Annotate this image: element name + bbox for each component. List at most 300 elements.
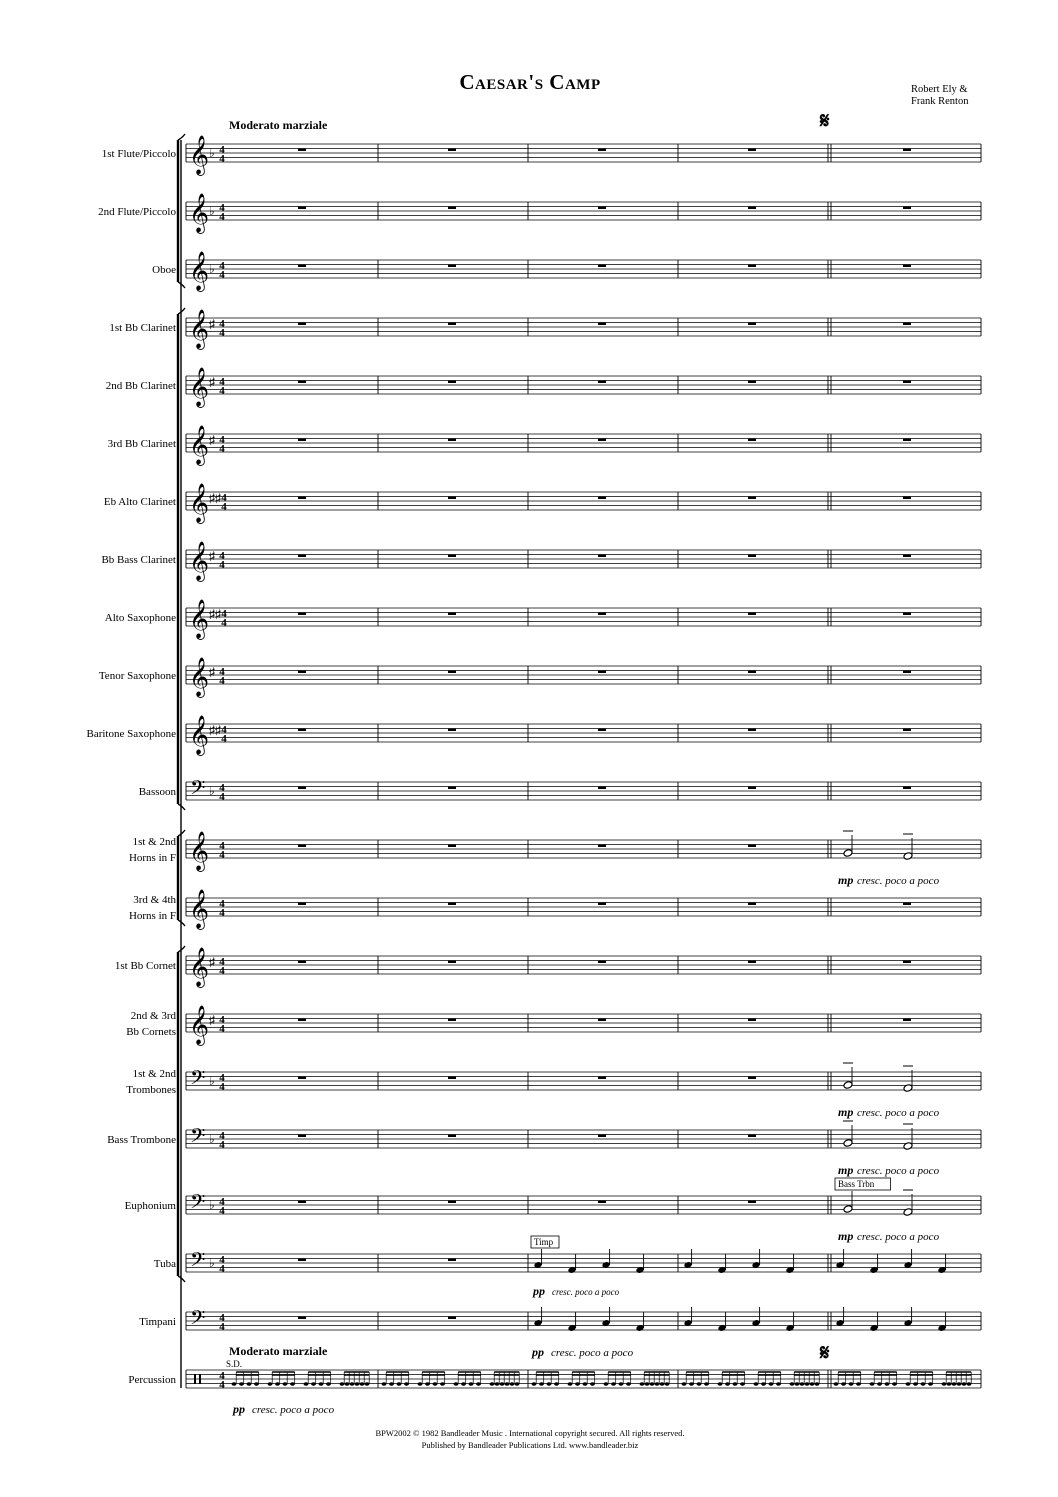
snare-note xyxy=(275,1382,280,1386)
whole-rest xyxy=(748,1201,756,1204)
whole-rest xyxy=(298,381,306,384)
whole-rest xyxy=(298,1259,306,1262)
snare-note xyxy=(805,1382,810,1386)
whole-rest xyxy=(298,439,306,442)
snare-note xyxy=(239,1382,244,1386)
snare-note xyxy=(800,1382,805,1386)
snare-note xyxy=(754,1382,759,1386)
instrument-name: Bb Cornets xyxy=(126,1026,176,1038)
half-note xyxy=(843,1205,853,1214)
time-signature-top: 4 xyxy=(219,434,225,446)
instrument-name: 1st Bb Clarinet xyxy=(109,322,176,334)
whole-rest xyxy=(298,613,306,616)
whole-rest xyxy=(298,1317,306,1320)
snare-note xyxy=(425,1382,430,1386)
time-signature-bottom: 4 xyxy=(219,1263,225,1275)
snare-note xyxy=(740,1382,745,1386)
snare-note xyxy=(645,1382,650,1386)
whole-rest xyxy=(298,903,306,906)
time-signature-bottom: 4 xyxy=(219,965,225,977)
snare-note xyxy=(611,1382,616,1386)
snare-note xyxy=(810,1382,815,1386)
time-signature-top: 4 xyxy=(219,1312,225,1324)
whole-rest xyxy=(903,381,911,384)
dynamic-marking: pp xyxy=(233,1402,245,1416)
time-signature-bottom: 4 xyxy=(221,617,227,629)
snare-note xyxy=(440,1382,445,1386)
tempo-marking-top: Moderato marziale xyxy=(229,118,328,132)
snare-note xyxy=(655,1382,660,1386)
whole-rest xyxy=(298,1135,306,1138)
whole-rest xyxy=(298,729,306,732)
key-signature: ♯ xyxy=(209,317,215,331)
whole-rest xyxy=(903,671,911,674)
snare-note xyxy=(355,1382,360,1386)
whole-rest xyxy=(598,845,606,848)
time-signature-top: 4 xyxy=(219,318,225,330)
snare-note xyxy=(404,1382,409,1386)
time-signature-bottom: 4 xyxy=(219,153,225,165)
snare-note xyxy=(575,1382,580,1386)
snare-note xyxy=(660,1382,665,1386)
snare-note xyxy=(870,1382,875,1386)
whole-rest xyxy=(748,845,756,848)
time-signature-top: 4 xyxy=(219,898,225,910)
treble-clef-icon: 𝄞 xyxy=(189,485,210,522)
snare-note xyxy=(921,1382,926,1386)
instrument-name: 2nd & 3rd xyxy=(130,1010,176,1022)
whole-rest xyxy=(903,787,911,790)
time-signature-bottom: 4 xyxy=(219,1023,225,1035)
whole-rest xyxy=(748,265,756,268)
treble-clef-icon: 𝄞 xyxy=(189,1007,210,1044)
snare-note xyxy=(365,1382,370,1386)
snare-note xyxy=(433,1382,438,1386)
instrument-name: 1st & 2nd xyxy=(132,1068,176,1080)
whole-rest xyxy=(903,497,911,500)
treble-clef-icon: 𝄞 xyxy=(189,543,210,580)
whole-rest xyxy=(748,1019,756,1022)
whole-rest xyxy=(448,845,456,848)
instrument-name: Horns in F xyxy=(128,910,176,922)
snare-note xyxy=(350,1382,355,1386)
bass-clef-icon: 𝄢 xyxy=(190,1068,206,1094)
treble-clef-icon: 𝄞 xyxy=(189,601,210,638)
whole-rest xyxy=(598,961,606,964)
segno-top: 𝄋 xyxy=(820,108,830,133)
time-signature-top: 4 xyxy=(219,1254,225,1266)
whole-rest xyxy=(903,323,911,326)
time-signature-bottom: 4 xyxy=(219,675,225,687)
whole-rest xyxy=(748,671,756,674)
bracket-hook xyxy=(178,134,185,140)
dynamic-marking: pp xyxy=(533,1284,545,1298)
time-signature-top: 4 xyxy=(219,260,225,272)
key-signature: ♭ xyxy=(209,1132,215,1146)
snare-note xyxy=(283,1382,288,1386)
snare-note xyxy=(665,1382,670,1386)
time-signature-bottom: 4 xyxy=(219,907,225,919)
whole-rest xyxy=(448,439,456,442)
whole-rest xyxy=(298,1201,306,1204)
cue-label: Timp xyxy=(534,1237,554,1247)
half-note xyxy=(903,852,913,861)
whole-rest xyxy=(748,961,756,964)
expression-text: cresc. poco a poco xyxy=(552,1287,620,1297)
time-signature-bottom: 4 xyxy=(221,733,227,745)
snare-note xyxy=(650,1382,655,1386)
whole-rest xyxy=(448,207,456,210)
snare-note xyxy=(539,1382,544,1386)
whole-rest xyxy=(748,555,756,558)
snare-note xyxy=(815,1382,820,1386)
whole-rest xyxy=(448,961,456,964)
time-signature-top: 4 xyxy=(221,608,227,620)
whole-rest xyxy=(903,207,911,210)
whole-rest xyxy=(298,497,306,500)
snare-note xyxy=(382,1382,387,1386)
whole-rest xyxy=(448,671,456,674)
whole-rest xyxy=(748,381,756,384)
whole-rest xyxy=(598,787,606,790)
whole-rest xyxy=(298,1077,306,1080)
snare-note xyxy=(704,1382,709,1386)
whole-rest xyxy=(748,323,756,326)
treble-clef-icon: 𝄞 xyxy=(189,833,210,870)
time-signature-top: 4 xyxy=(221,724,227,736)
whole-rest xyxy=(903,439,911,442)
whole-rest xyxy=(448,903,456,906)
treble-clef-icon: 𝄞 xyxy=(189,949,210,986)
snare-note xyxy=(232,1382,237,1386)
snare-note xyxy=(247,1382,252,1386)
treble-clef-icon: 𝄞 xyxy=(189,891,210,928)
bass-clef-icon: 𝄢 xyxy=(190,1250,206,1276)
instrument-name: Trombones xyxy=(126,1084,176,1096)
whole-rest xyxy=(598,671,606,674)
time-signature-top: 4 xyxy=(219,956,225,968)
snare-note xyxy=(841,1382,846,1386)
whole-rest xyxy=(748,613,756,616)
percussion-instrument-label: S.D. xyxy=(226,1359,243,1369)
time-signature-top: 4 xyxy=(221,492,227,504)
snare-note xyxy=(345,1382,350,1386)
instrument-name: 1st & 2nd xyxy=(132,836,176,848)
snare-note xyxy=(725,1382,730,1386)
whole-rest xyxy=(598,1077,606,1080)
time-signature-top: 4 xyxy=(219,376,225,388)
whole-rest xyxy=(448,149,456,152)
dynamic-marking: pp xyxy=(532,1345,544,1359)
whole-rest xyxy=(448,1135,456,1138)
snare-note xyxy=(495,1382,500,1386)
expression-text: cresc. poco a poco xyxy=(551,1347,634,1359)
time-signature-top: 4 xyxy=(219,1370,225,1382)
half-note xyxy=(843,1139,853,1148)
snare-note xyxy=(418,1382,423,1386)
snare-note xyxy=(640,1382,645,1386)
whole-rest xyxy=(748,149,756,152)
whole-rest xyxy=(598,729,606,732)
key-signature: ♭ xyxy=(209,204,215,218)
time-signature-bottom: 4 xyxy=(219,443,225,455)
snare-note xyxy=(952,1382,957,1386)
whole-rest xyxy=(298,149,306,152)
footer-publisher: Published by Bandleader Publications Ltd. www.bandleader.biz xyxy=(421,1440,639,1450)
whole-rest xyxy=(448,1201,456,1204)
time-signature-bottom: 4 xyxy=(219,211,225,223)
key-signature: ♭ xyxy=(209,784,215,798)
snare-note xyxy=(490,1382,495,1386)
snare-note xyxy=(769,1382,774,1386)
snare-note xyxy=(340,1382,345,1386)
treble-clef-icon: 𝄞 xyxy=(189,659,210,696)
snare-note xyxy=(590,1382,595,1386)
snare-note xyxy=(892,1382,897,1386)
treble-clef-icon: 𝄞 xyxy=(189,253,210,290)
instrument-name: Bass Trombone xyxy=(107,1134,176,1146)
time-signature-bottom: 4 xyxy=(219,559,225,571)
time-signature-top: 4 xyxy=(219,1130,225,1142)
whole-rest xyxy=(903,613,911,616)
key-signature: ♯ xyxy=(209,375,215,389)
whole-rest xyxy=(298,265,306,268)
snare-note xyxy=(469,1382,474,1386)
snare-note xyxy=(849,1382,854,1386)
whole-rest xyxy=(448,1259,456,1262)
instrument-name: Percussion xyxy=(128,1374,176,1386)
key-signature: ♯ xyxy=(209,665,215,679)
whole-rest xyxy=(298,207,306,210)
whole-rest xyxy=(298,961,306,964)
whole-rest xyxy=(598,1201,606,1204)
snare-note xyxy=(476,1382,481,1386)
treble-clef-icon: 𝄞 xyxy=(189,195,210,232)
key-signature: ♭ xyxy=(209,1256,215,1270)
snare-note xyxy=(962,1382,967,1386)
time-signature-bottom: 4 xyxy=(219,327,225,339)
time-signature-top: 4 xyxy=(219,1072,225,1084)
snare-note xyxy=(254,1382,259,1386)
snare-note xyxy=(326,1382,331,1386)
whole-rest xyxy=(298,323,306,326)
whole-rest xyxy=(298,787,306,790)
key-signature: ♯ xyxy=(209,955,215,969)
whole-rest xyxy=(748,1135,756,1138)
whole-rest xyxy=(903,1019,911,1022)
half-note xyxy=(903,1084,913,1093)
snare-note xyxy=(942,1382,947,1386)
key-signature: ♯♯ xyxy=(209,607,221,621)
snare-note xyxy=(319,1382,324,1386)
percussion-clef-icon xyxy=(199,1374,201,1384)
snare-note xyxy=(389,1382,394,1386)
whole-rest xyxy=(598,613,606,616)
instrument-name: Euphonium xyxy=(124,1200,176,1212)
time-signature-bottom: 4 xyxy=(219,1321,225,1333)
snare-note xyxy=(568,1382,573,1386)
whole-rest xyxy=(903,149,911,152)
snare-note xyxy=(619,1382,624,1386)
time-signature-top: 4 xyxy=(219,550,225,562)
snare-note xyxy=(510,1382,515,1386)
snare-note xyxy=(877,1382,882,1386)
whole-rest xyxy=(598,497,606,500)
half-note xyxy=(843,849,853,858)
key-signature: ♯♯ xyxy=(209,723,221,737)
snare-note xyxy=(515,1382,520,1386)
whole-rest xyxy=(448,729,456,732)
instrument-name: Bb Bass Clarinet xyxy=(101,554,176,566)
snare-note xyxy=(682,1382,687,1386)
time-signature-top: 4 xyxy=(219,1014,225,1026)
time-signature-bottom: 4 xyxy=(219,791,225,803)
snare-note xyxy=(928,1382,933,1386)
snare-note xyxy=(913,1382,918,1386)
treble-clef-icon: 𝄞 xyxy=(189,717,210,754)
snare-note xyxy=(697,1382,702,1386)
whole-rest xyxy=(598,555,606,558)
whole-rest xyxy=(448,323,456,326)
instrument-name: 1st Flute/Piccolo xyxy=(101,148,176,160)
time-signature-top: 4 xyxy=(219,202,225,214)
time-signature-bottom: 4 xyxy=(221,501,227,513)
snare-note xyxy=(761,1382,766,1386)
dynamic-marking: mp xyxy=(838,873,854,887)
time-signature-top: 4 xyxy=(219,144,225,156)
percussion-clef-icon xyxy=(194,1374,196,1384)
tempo-marking-percussion: Moderato marziale xyxy=(229,1344,328,1358)
whole-rest xyxy=(748,787,756,790)
snare-note xyxy=(856,1382,861,1386)
whole-rest xyxy=(598,1135,606,1138)
whole-rest xyxy=(903,265,911,268)
snare-note xyxy=(304,1382,309,1386)
whole-rest xyxy=(448,787,456,790)
time-signature-top: 4 xyxy=(219,782,225,794)
instrument-name: 3rd Bb Clarinet xyxy=(107,438,176,450)
expression-text: cresc. poco a poco xyxy=(857,1107,940,1119)
time-signature-bottom: 4 xyxy=(219,1379,225,1391)
snare-note xyxy=(360,1382,365,1386)
snare-note xyxy=(947,1382,952,1386)
expression-text: cresc. poco a poco xyxy=(857,1231,940,1243)
key-signature: ♭ xyxy=(209,1074,215,1088)
whole-rest xyxy=(298,555,306,558)
time-signature-bottom: 4 xyxy=(219,849,225,861)
whole-rest xyxy=(448,613,456,616)
snare-note xyxy=(604,1382,609,1386)
expression-text: cresc. poco a poco xyxy=(252,1404,335,1416)
half-note xyxy=(903,1208,913,1217)
time-signature-top: 4 xyxy=(219,666,225,678)
key-signature: ♭ xyxy=(209,1198,215,1212)
instrument-name: Eb Alto Clarinet xyxy=(103,496,176,508)
expression-text: cresc. poco a poco xyxy=(857,1165,940,1177)
whole-rest xyxy=(448,1077,456,1080)
dynamic-marking: mp xyxy=(838,1105,854,1119)
snare-note xyxy=(790,1382,795,1386)
snare-note xyxy=(461,1382,466,1386)
dynamic-marking: mp xyxy=(838,1163,854,1177)
snare-note xyxy=(776,1382,781,1386)
snare-note xyxy=(500,1382,505,1386)
time-signature-bottom: 4 xyxy=(219,385,225,397)
whole-rest xyxy=(903,729,911,732)
instrument-name: Horns in F xyxy=(128,852,176,864)
treble-clef-icon: 𝄞 xyxy=(189,369,210,406)
dynamic-marking: mp xyxy=(838,1229,854,1243)
whole-rest xyxy=(448,555,456,558)
snare-note xyxy=(957,1382,962,1386)
instrument-name: Tenor Saxophone xyxy=(98,670,176,682)
snare-note xyxy=(885,1382,890,1386)
instrument-name: Tuba xyxy=(153,1258,176,1270)
whole-rest xyxy=(598,323,606,326)
composer-line-2: Frank Renton xyxy=(911,96,969,107)
instrument-name: 2nd Bb Clarinet xyxy=(105,380,176,392)
snare-note xyxy=(583,1382,588,1386)
whole-rest xyxy=(598,265,606,268)
treble-clef-icon: 𝄞 xyxy=(189,137,210,174)
whole-rest xyxy=(748,207,756,210)
key-signature: ♯ xyxy=(209,1013,215,1027)
snare-note xyxy=(967,1382,972,1386)
whole-rest xyxy=(903,961,911,964)
instrument-name: 2nd Flute/Piccolo xyxy=(98,206,176,218)
whole-rest xyxy=(748,729,756,732)
snare-note xyxy=(795,1382,800,1386)
cue-label: Bass Trbn xyxy=(838,1179,875,1189)
time-signature-bottom: 4 xyxy=(219,1205,225,1217)
snare-note xyxy=(505,1382,510,1386)
score-title: Caesar's Camp xyxy=(459,70,601,94)
whole-rest xyxy=(298,845,306,848)
whole-rest xyxy=(748,497,756,500)
bass-clef-icon: 𝄢 xyxy=(190,1126,206,1152)
whole-rest xyxy=(298,671,306,674)
instrument-name: Baritone Saxophone xyxy=(86,728,176,740)
treble-clef-icon: 𝄞 xyxy=(189,311,210,348)
bass-clef-icon: 𝄢 xyxy=(190,1192,206,1218)
snare-note xyxy=(733,1382,738,1386)
whole-rest xyxy=(598,439,606,442)
snare-note xyxy=(311,1382,316,1386)
snare-note xyxy=(689,1382,694,1386)
snare-note xyxy=(454,1382,459,1386)
instrument-name: 1st Bb Cornet xyxy=(114,960,176,972)
key-signature: ♭ xyxy=(209,262,215,276)
composer-line-1: Robert Ely & xyxy=(911,84,968,95)
treble-clef-icon: 𝄞 xyxy=(189,427,210,464)
expression-text: cresc. poco a poco xyxy=(857,875,940,887)
whole-rest xyxy=(748,1077,756,1080)
instrument-name: Oboe xyxy=(152,264,176,276)
whole-rest xyxy=(903,903,911,906)
time-signature-top: 4 xyxy=(219,1196,225,1208)
key-signature: ♯♯ xyxy=(209,491,221,505)
half-note xyxy=(843,1081,853,1090)
bass-clef-icon: 𝄢 xyxy=(190,778,206,804)
snare-note xyxy=(554,1382,559,1386)
whole-rest xyxy=(598,381,606,384)
half-note xyxy=(903,1142,913,1151)
whole-rest xyxy=(903,555,911,558)
snare-note xyxy=(290,1382,295,1386)
snare-note xyxy=(397,1382,402,1386)
snare-note xyxy=(532,1382,537,1386)
snare-note xyxy=(718,1382,723,1386)
